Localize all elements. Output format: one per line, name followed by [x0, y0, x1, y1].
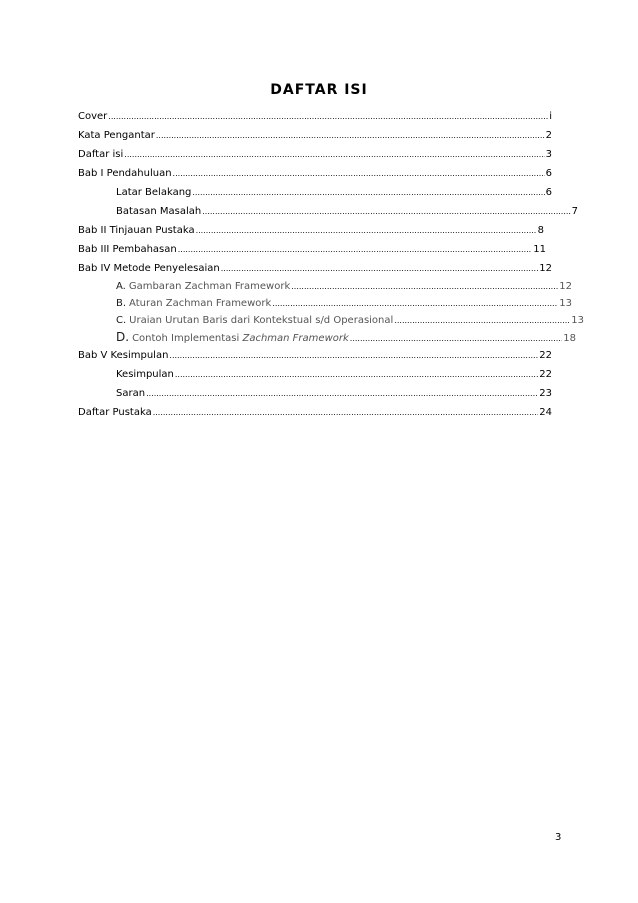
toc-entry-batasan-masalah[interactable] — [78, 202, 578, 221]
toc-entry-4a[interactable] — [78, 278, 572, 295]
toc-entry-label: Bab IV Metode Penyelesaian — [78, 263, 220, 274]
leader-dots — [169, 346, 538, 365]
toc-entry-number: B. — [116, 298, 127, 309]
toc-entry-label: Bab I Pendahuluan — [78, 168, 172, 179]
toc-entry-page: 6 — [545, 168, 552, 179]
toc-entry-bab-5[interactable] — [78, 346, 552, 365]
toc-entry-label: Latar Belakang — [116, 187, 192, 198]
toc-entry-page: 22 — [539, 350, 552, 361]
toc-entry-label: Bab II Tinjauan Pustaka — [78, 225, 195, 236]
leader-dots — [196, 221, 537, 240]
toc-entry-page: 23 — [539, 388, 552, 399]
toc-entry-page: i — [549, 111, 552, 122]
leader-dots — [108, 107, 548, 126]
toc-entry-4b[interactable] — [78, 295, 572, 312]
toc-entry-label: Cover — [78, 111, 108, 122]
leader-dots — [124, 145, 544, 164]
leader-dots — [202, 202, 570, 221]
leader-dots — [394, 312, 570, 329]
toc-entry-number: D. — [116, 330, 130, 344]
leader-dots — [178, 240, 533, 259]
toc-entry-bab-1[interactable] — [78, 164, 552, 183]
toc-entry-page: 11 — [533, 244, 546, 255]
leader-dots — [153, 403, 539, 422]
toc-entry-bab-4[interactable] — [78, 259, 552, 278]
toc-entry-label: Kesimpulan — [116, 369, 174, 380]
toc-entry-daftar-isi[interactable] — [78, 145, 552, 164]
toc-entry-label: Bab III Pembahasan — [78, 244, 177, 255]
leader-dots — [291, 278, 558, 295]
leader-dots — [175, 365, 538, 384]
toc-entry-label: Kata Pengantar — [78, 130, 155, 141]
table-of-contents — [78, 107, 584, 422]
leader-dots — [221, 259, 539, 278]
toc-entry-page: 24 — [539, 407, 552, 418]
toc-entry-kesimpulan[interactable] — [78, 365, 552, 384]
toc-entry-cover[interactable] — [78, 107, 552, 126]
toc-entry-label: Daftar isi — [78, 149, 124, 160]
toc-entry-page: 2 — [545, 130, 552, 141]
toc-entry-bab-2[interactable] — [78, 221, 544, 240]
leader-dots — [146, 384, 538, 403]
leader-dots — [350, 330, 562, 346]
toc-entry-page: 3 — [545, 149, 552, 160]
toc-entry-label: Uraian Urutan Baris dari Kontekstual s/d Operasional — [129, 315, 394, 326]
toc-entry-page: 7 — [571, 206, 578, 217]
toc-entry-number: A. — [116, 281, 126, 292]
toc-entry-label: Aturan Zachman Framework — [129, 298, 272, 309]
toc-entry-label: Daftar Pustaka — [78, 407, 152, 418]
toc-entry-kata-pengantar[interactable] — [78, 126, 552, 145]
toc-entry-page: 18 — [563, 333, 576, 344]
toc-entry-label: Contoh Implementasi Zachman Framework — [132, 333, 349, 344]
toc-entry-page: 6 — [545, 187, 552, 198]
leader-dots — [192, 183, 544, 202]
toc-entry-4c[interactable] — [78, 312, 584, 329]
toc-entry-saran[interactable] — [78, 384, 552, 403]
toc-entry-4d[interactable] — [78, 329, 576, 346]
toc-entry-bab-3[interactable] — [78, 240, 546, 259]
toc-entry-page: 13 — [559, 298, 572, 309]
toc-entry-page: 8 — [537, 225, 544, 236]
leader-dots — [272, 295, 558, 312]
toc-entry-label: Bab V Kesimpulan — [78, 350, 169, 361]
toc-entry-label: Saran — [116, 388, 146, 399]
toc-entry-label: Batasan Masalah — [116, 206, 202, 217]
toc-entry-page: 12 — [559, 281, 572, 292]
leader-dots — [156, 126, 545, 145]
toc-entry-latar-belakang[interactable] — [78, 183, 552, 202]
toc-entry-page: 12 — [539, 263, 552, 274]
leader-dots — [173, 164, 545, 183]
toc-entry-page: 22 — [539, 369, 552, 380]
page-title: DAFTAR ISI — [270, 82, 368, 98]
toc-entry-daftar-pustaka[interactable] — [78, 403, 552, 422]
page-number: 3 — [555, 832, 562, 843]
toc-entry-label: Gambaran Zachman Framework — [128, 281, 291, 292]
toc-entry-page: 13 — [571, 315, 584, 326]
toc-entry-number: C. — [116, 315, 127, 326]
